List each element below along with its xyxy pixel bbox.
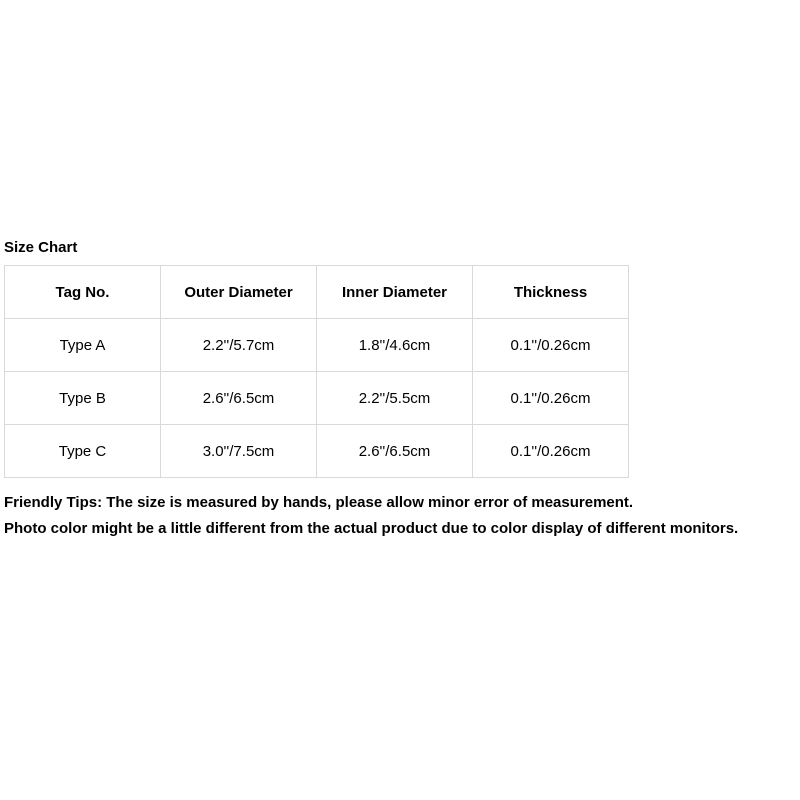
cell-tag-no: Type B [5,372,161,425]
cell-thickness: 0.1''/0.26cm [473,372,629,425]
cell-tag-no: Type A [5,319,161,372]
header-tag-no: Tag No. [5,266,161,319]
header-inner-diameter: Inner Diameter [317,266,473,319]
cell-inner-diameter: 2.2''/5.5cm [317,372,473,425]
header-thickness: Thickness [473,266,629,319]
cell-outer-diameter: 2.2''/5.7cm [161,319,317,372]
cell-thickness: 0.1''/0.26cm [473,425,629,478]
cell-inner-diameter: 2.6''/6.5cm [317,425,473,478]
table-header-row [5,266,629,319]
table-row [5,319,629,372]
cell-thickness: 0.1''/0.26cm [473,319,629,372]
cell-outer-diameter: 3.0''/7.5cm [161,425,317,478]
cell-inner-diameter: 1.8''/4.6cm [317,319,473,372]
size-chart-title: Size Chart [4,239,78,256]
cell-tag-no: Type C [5,425,161,478]
table-row [5,372,629,425]
table-row [5,425,629,478]
size-chart-table [4,265,629,478]
friendly-tips-text: Friendly Tips: The size is measured by hands, please allow minor error of measurement. [4,494,634,511]
photo-color-note: Photo color might be a little different from the actual product due to color display of different monitors. [4,520,739,537]
cell-outer-diameter: 2.6''/6.5cm [161,372,317,425]
header-outer-diameter: Outer Diameter [161,266,317,319]
